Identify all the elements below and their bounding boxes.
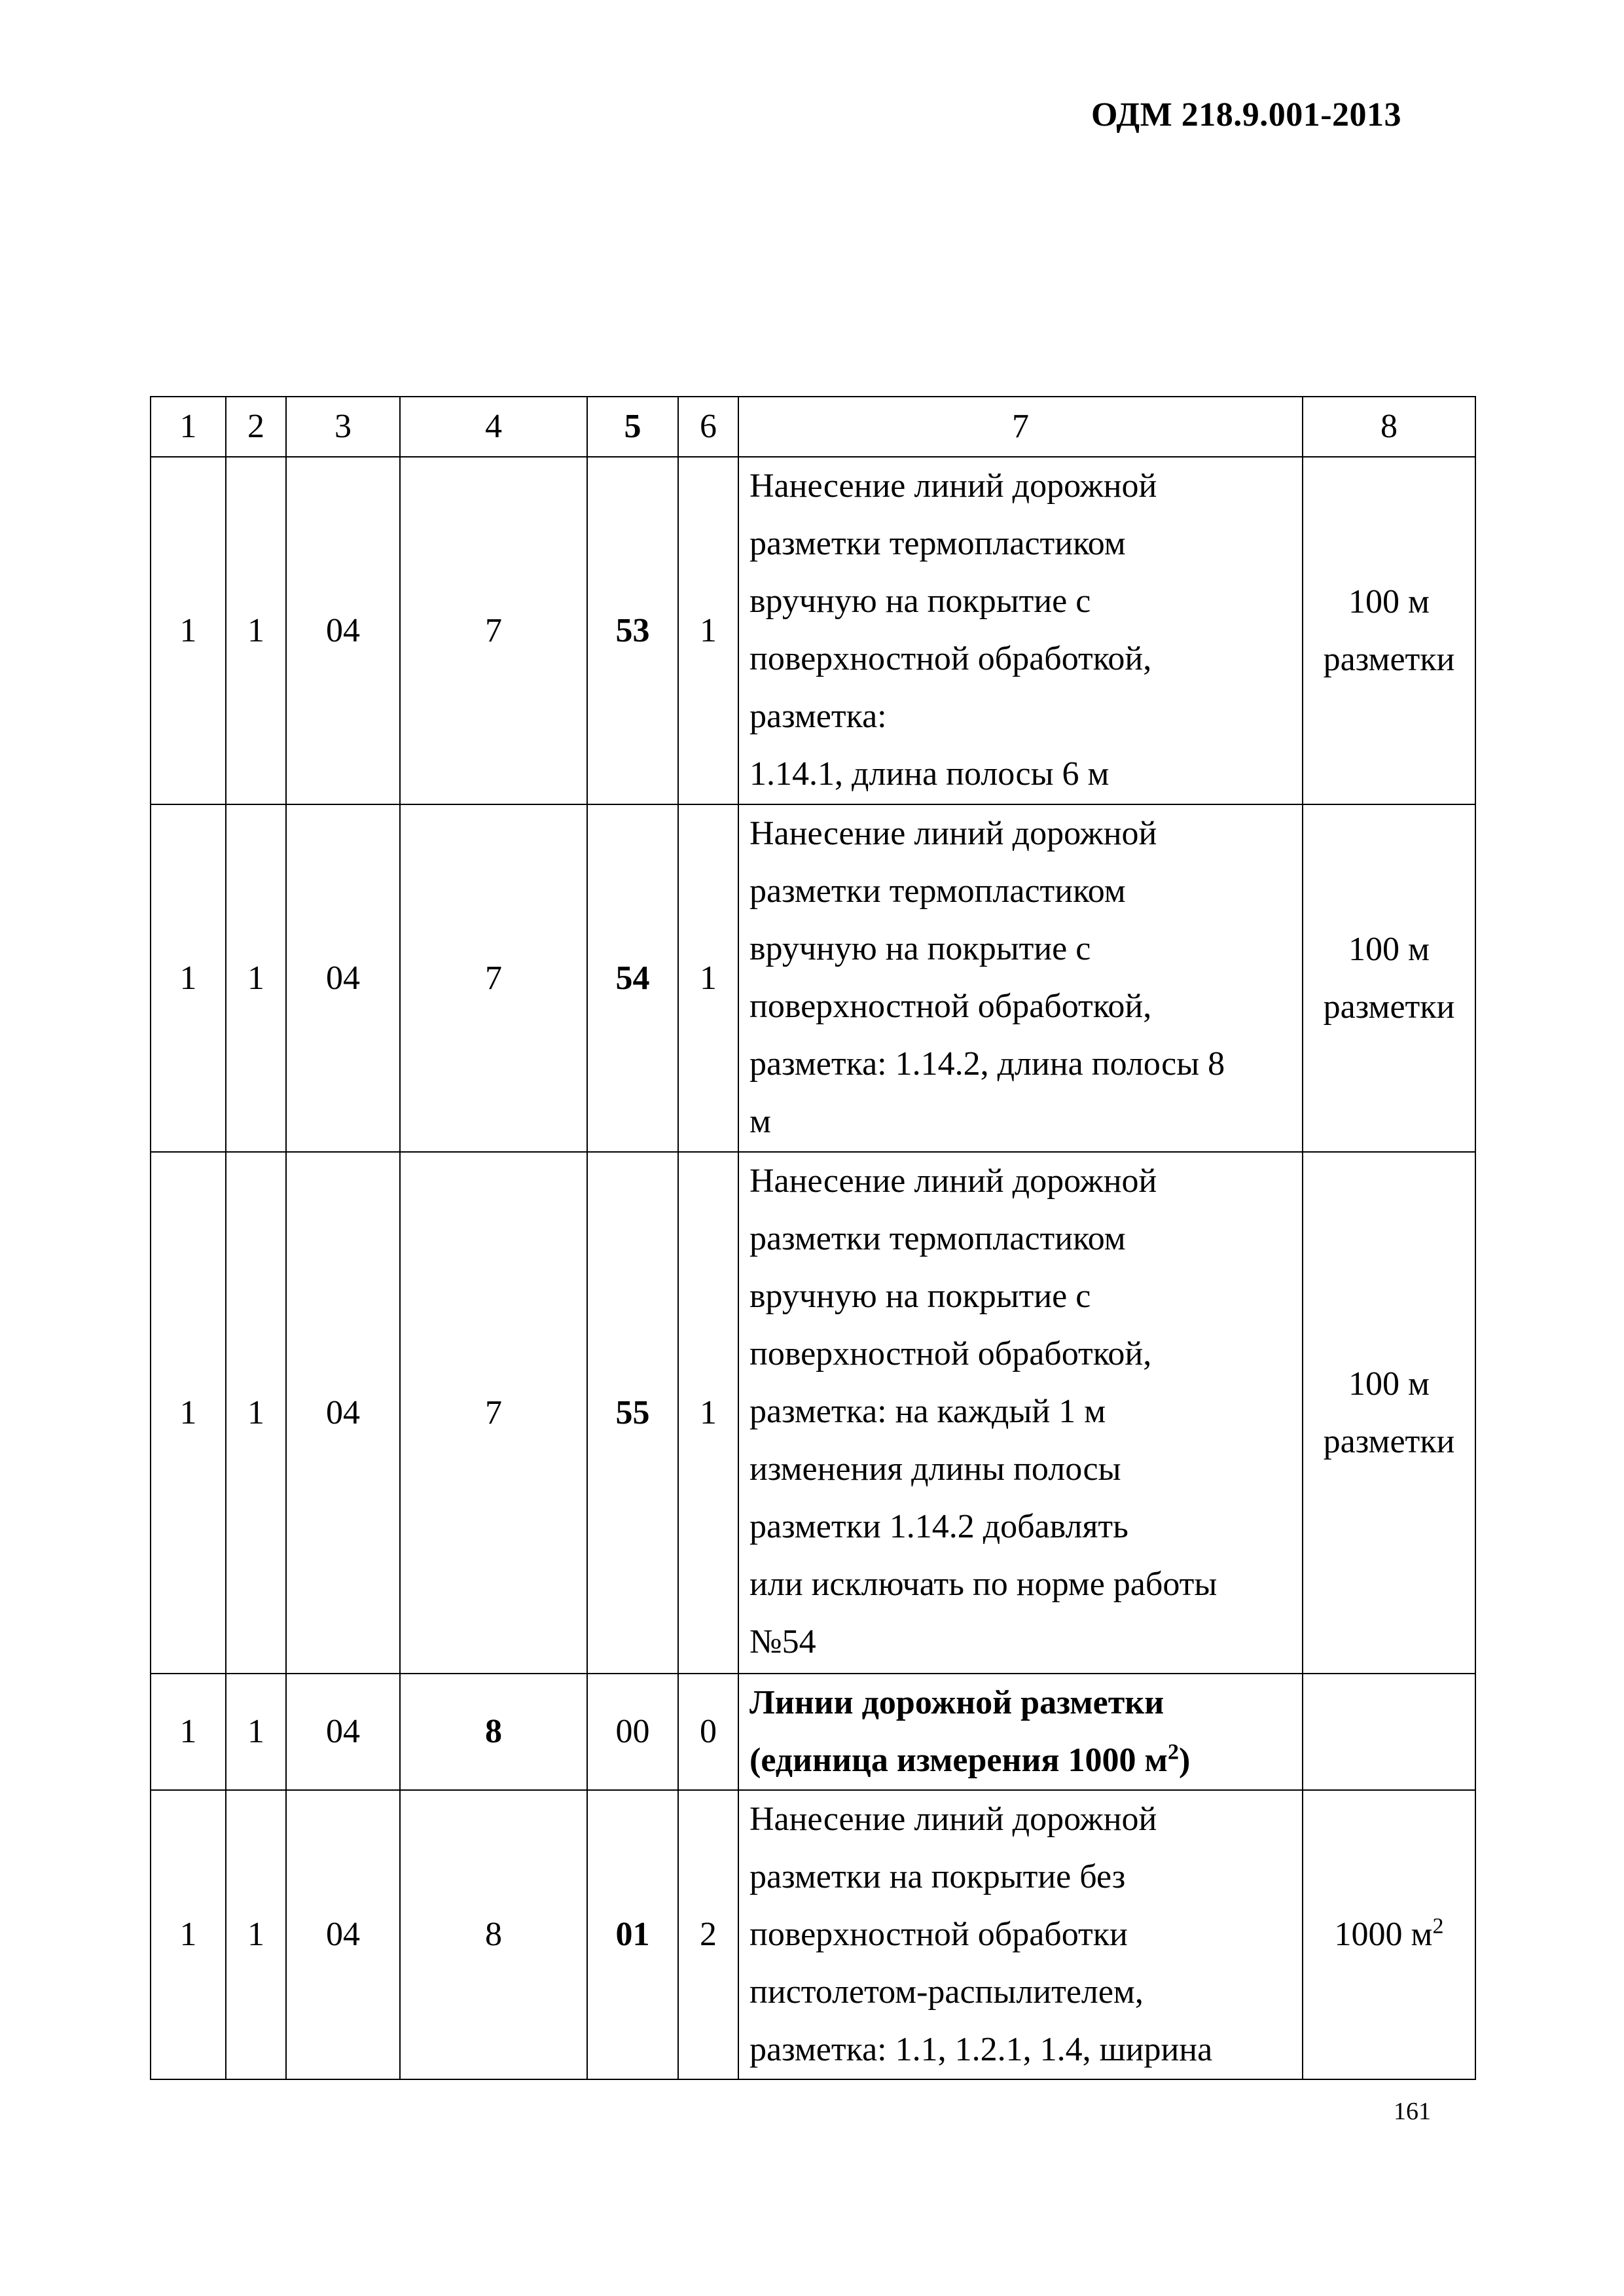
code-cell: 1 xyxy=(151,804,226,1152)
unit-cell xyxy=(1303,457,1475,804)
work-number-cell: 54 xyxy=(587,804,678,1152)
group-number-cell: 8 xyxy=(400,1674,587,1790)
group-heading-row xyxy=(151,1674,1475,1790)
unit-cell xyxy=(1303,1674,1475,1790)
unit-cell xyxy=(1303,1152,1475,1674)
column-number-4: 4 xyxy=(400,397,587,457)
column-number-1: 1 xyxy=(151,397,226,457)
description-line: Нанесение линий дорожной xyxy=(749,1801,1157,1838)
unit-line: 100 м xyxy=(1348,583,1430,620)
work-number-cell: 55 xyxy=(587,1152,678,1674)
code-cell: 7 xyxy=(400,804,587,1152)
code-cell: 8 xyxy=(400,1790,587,2079)
code-cell: 1 xyxy=(151,457,226,804)
code-cell: 04 xyxy=(286,1674,400,1790)
code-cell: 04 xyxy=(286,1790,400,2079)
table-row xyxy=(151,457,1475,804)
description-line: пистолетом-распылителем, xyxy=(749,1973,1144,2011)
description-line: вручную на покрытие с xyxy=(749,930,1091,967)
description-line: разметка: на каждый 1 м xyxy=(749,1393,1106,1430)
document-code: ОДМ 218.9.001-2013 xyxy=(1091,96,1402,134)
work-number-cell: 53 xyxy=(587,457,678,804)
description-line: Нанесение линий дорожной xyxy=(749,815,1157,852)
description-line: поверхностной обработкой, xyxy=(749,1335,1152,1372)
unit-line: 100 м xyxy=(1348,1365,1430,1403)
table-row xyxy=(151,804,1475,1152)
table-row xyxy=(151,1790,1475,2079)
work-description xyxy=(738,804,1303,1152)
description-line: разметка: 1.1, 1.2.1, 1.4, ширина xyxy=(749,2031,1213,2068)
code-cell: 2 xyxy=(678,1790,738,2079)
code-cell: 1 xyxy=(226,1790,286,2079)
description-line: Нанесение линий дорожной xyxy=(749,1162,1157,1200)
description-line: разметки на покрытие без xyxy=(749,1858,1126,1895)
norms-table xyxy=(150,396,1476,2080)
unit-cell xyxy=(1303,804,1475,1152)
group-heading-line: (единица измерения 1000 $м^2$) xyxy=(749,1740,1191,1779)
code-cell: 1 xyxy=(678,457,738,804)
code-cell: 04 xyxy=(286,1152,400,1674)
description-line: разметка: 1.14.2, длина полосы 8 xyxy=(749,1045,1225,1083)
unit-line: 100 м xyxy=(1348,930,1430,968)
description-line: или исключать по норме работы xyxy=(749,1566,1218,1603)
description-line: поверхностной обработкой, xyxy=(749,988,1152,1025)
description-line: поверхностной обработкой, xyxy=(749,640,1152,677)
work-number-cell: 01 xyxy=(587,1790,678,2079)
description-line: разметки термопластиком xyxy=(749,525,1126,562)
page-number: 161 xyxy=(1394,2098,1431,2125)
description-line: разметка: xyxy=(749,698,887,735)
code-cell: 1 xyxy=(151,1674,226,1790)
code-cell: 1 xyxy=(151,1152,226,1674)
code-cell: 00 xyxy=(587,1674,678,1790)
description-line: 1.14.1, длина полосы 6 м xyxy=(749,755,1110,793)
table-row xyxy=(151,1152,1475,1674)
description-line: разметки термопластиком xyxy=(749,1220,1126,1257)
code-cell: 04 xyxy=(286,804,400,1152)
description-line: разметки термопластиком xyxy=(749,872,1126,910)
work-description xyxy=(738,457,1303,804)
code-cell: 1 xyxy=(678,804,738,1152)
description-line: м xyxy=(749,1103,771,1140)
column-number-6: 6 xyxy=(678,397,738,457)
description-line: вручную на покрытие с xyxy=(749,583,1091,620)
unit-line: разметки xyxy=(1323,988,1455,1026)
column-number-7: 7 xyxy=(738,397,1303,457)
code-cell: 1 xyxy=(226,804,286,1152)
work-description xyxy=(738,1152,1303,1674)
code-cell: 04 xyxy=(286,457,400,804)
column-number-5: 5 xyxy=(587,397,678,457)
column-number-3: 3 xyxy=(286,397,400,457)
description-line: изменения длины полосы xyxy=(749,1450,1121,1488)
code-cell: 7 xyxy=(400,1152,587,1674)
code-cell: 1 xyxy=(226,457,286,804)
unit-line: разметки xyxy=(1323,640,1455,678)
code-cell: 0 xyxy=(678,1674,738,1790)
description-line: вручную на покрытие с xyxy=(749,1278,1091,1315)
code-cell: 1 xyxy=(678,1152,738,1674)
code-cell: 7 xyxy=(400,457,587,804)
code-cell: 1 xyxy=(226,1674,286,1790)
description-line: разметки 1.14.2 добавлять xyxy=(749,1508,1128,1545)
column-number-2: 2 xyxy=(226,397,286,457)
column-number-row xyxy=(151,397,1475,457)
description-line: №54 xyxy=(749,1623,816,1660)
unit-line: разметки xyxy=(1323,1422,1455,1460)
unit-cell: 1000 $м^2$ xyxy=(1303,1790,1475,2079)
work-description xyxy=(738,1790,1303,2079)
group-heading-line: Линии дорожной разметки xyxy=(749,1684,1164,1721)
group-heading xyxy=(738,1674,1303,1790)
column-number-8: 8 xyxy=(1303,397,1475,457)
description-line: Нанесение линий дорожной xyxy=(749,467,1157,505)
code-cell: 1 xyxy=(151,1790,226,2079)
code-cell: 1 xyxy=(226,1152,286,1674)
description-line: поверхностной обработки xyxy=(749,1916,1128,1953)
